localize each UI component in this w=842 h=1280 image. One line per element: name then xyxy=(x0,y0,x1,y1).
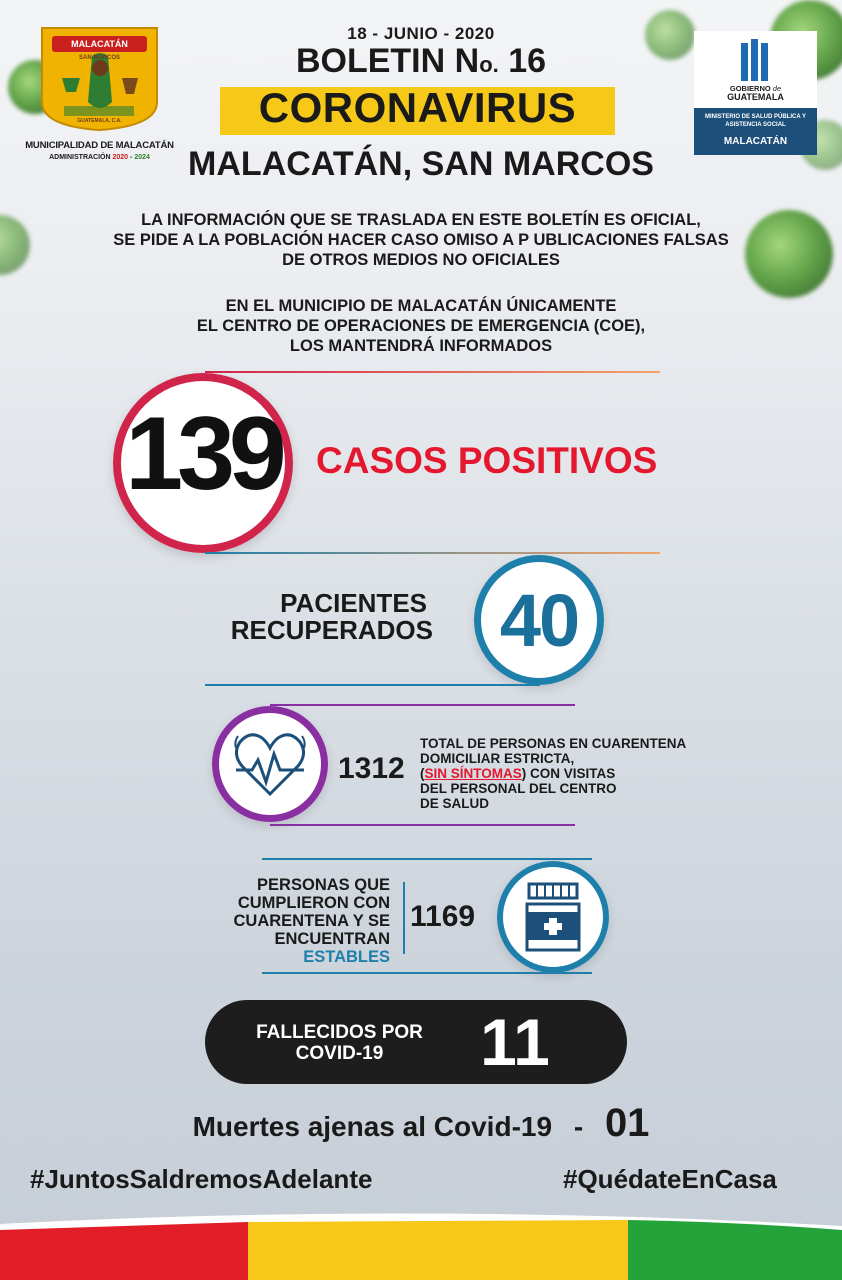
paren-open: ( xyxy=(420,766,425,781)
quarantine-line-4: DEL PERSONAL DEL CENTRO xyxy=(420,781,617,796)
municipality-name: MUNICIPALIDAD DE MALACATÁN xyxy=(25,140,174,151)
notice-line-6: LOS MANTENDRÁ INFORMADOS xyxy=(289,337,553,355)
other-deaths xyxy=(0,1101,842,1146)
gobierno-word: GOBIERNO xyxy=(729,84,771,93)
notice-line-3: DE OTROS MEDIOS NO OFICIALES xyxy=(282,251,560,269)
paren-close: ) CON VISITAS xyxy=(521,766,616,781)
notice-line-5: EL CENTRO DE OPERACIONES DE EMERGENCIA (COE), xyxy=(196,317,646,335)
stable-line-2: CUMPLIERON CON xyxy=(237,894,390,912)
other-deaths-count: 01 xyxy=(604,1101,650,1145)
divider xyxy=(270,704,575,706)
guatemala-word: GUATEMALA xyxy=(727,92,784,102)
deaths-count: 11 xyxy=(480,1005,550,1079)
recovered-label xyxy=(200,590,433,644)
stable-line-3: CUARENTENA Y SE xyxy=(233,912,390,930)
divider xyxy=(205,552,660,554)
other-deaths-label: Muertes ajenas al Covid-19 xyxy=(192,1111,553,1142)
bulletin-title xyxy=(0,42,842,81)
admin-sep: - xyxy=(128,154,135,161)
heart-pulse-icon xyxy=(232,728,308,800)
seal-sub-text: SAN MARCOS xyxy=(78,55,120,61)
admin-end: 2024 xyxy=(134,154,150,161)
seal-bottom-text: GUATEMALA, C.A. xyxy=(77,118,122,124)
medicine-jar-icon xyxy=(521,880,585,956)
other-deaths-sep: - xyxy=(573,1111,584,1142)
deaths-line-2: COVID-19 xyxy=(295,1043,384,1064)
official-notice xyxy=(60,210,782,270)
notice-line-4: EN EL MUNICIPIO DE MALACATÁN ÚNICAMENTE xyxy=(225,297,617,315)
divider xyxy=(270,824,575,826)
boletin-number: 16 xyxy=(508,42,547,80)
deaths-line-1: FALLECIDOS POR xyxy=(256,1022,423,1043)
quarantine-line-5: DE SALUD xyxy=(420,796,490,811)
quarantine-line-2: DOMICILIAR ESTRICTA, xyxy=(420,751,575,766)
stable-line-4: ENCUENTRAN xyxy=(274,930,390,948)
gobierno-de: de xyxy=(772,84,782,93)
quarantine-line-3 xyxy=(420,766,720,781)
seal-top-text: MALACATÁN xyxy=(71,39,128,49)
quarantine-line-1: TOTAL DE PERSONAS EN CUARENTENA xyxy=(420,736,687,751)
quarantine-count: 1312 xyxy=(338,752,405,785)
recovered-line-1: PACIENTES xyxy=(280,588,427,618)
flag-stripe xyxy=(0,1208,842,1280)
stable-count: 1169 xyxy=(410,900,476,933)
coe-notice xyxy=(60,296,782,356)
notice-line-2: SE PIDE A LA POBLACIÓN HACER CASO OMISO A P UBLICACIONES FALSAS xyxy=(113,231,729,249)
coronavirus-title: CORONAVIRUS xyxy=(258,84,577,131)
stable-line-1: PERSONAS QUE xyxy=(257,876,390,894)
divider-vertical xyxy=(403,882,405,954)
deaths-label xyxy=(232,1022,447,1064)
place-title: MALACATÁN, SAN MARCOS xyxy=(188,145,654,183)
divider xyxy=(205,371,660,373)
gobierno-text xyxy=(694,85,817,102)
recovered-line-2: RECUPERADOS xyxy=(230,615,433,645)
sin-sintomas-highlight: SIN SÍNTOMAS xyxy=(424,766,522,781)
hashtag-right: #QuédateEnCasa xyxy=(563,1164,777,1194)
divider xyxy=(205,684,540,686)
recovered-count: 40 xyxy=(499,579,579,662)
admin-prefix: ADMINISTRACIÓN xyxy=(49,154,113,161)
positive-cases-count: 139 xyxy=(125,396,281,512)
stable-label xyxy=(215,876,390,966)
boletin-prefix: BOLETIN N xyxy=(295,42,480,80)
virus-decoration xyxy=(0,215,30,275)
divider xyxy=(262,858,592,860)
positive-cases-label: CASOS POSITIVOS xyxy=(316,440,658,481)
ministry-place: MALACATÁN xyxy=(723,136,788,147)
notice-line-1: LA INFORMACIÓN QUE SE TRASLADA EN ESTE BOLETÍN ES OFICIAL, xyxy=(141,211,701,229)
stable-highlight: ESTABLES xyxy=(303,948,390,966)
boletin-o: o. xyxy=(479,52,499,77)
divider xyxy=(262,972,592,974)
ministry-name: MINISTERIO DE SALUD PÚBLICA Y ASISTENCIA SOCIAL xyxy=(704,114,806,128)
hashtag-left: #JuntosSaldremosAdelante xyxy=(30,1164,373,1194)
quarantine-description xyxy=(420,736,720,811)
admin-start: 2020 xyxy=(112,154,129,161)
bulletin-date: 18 - JUNIO - 2020 xyxy=(347,24,495,43)
